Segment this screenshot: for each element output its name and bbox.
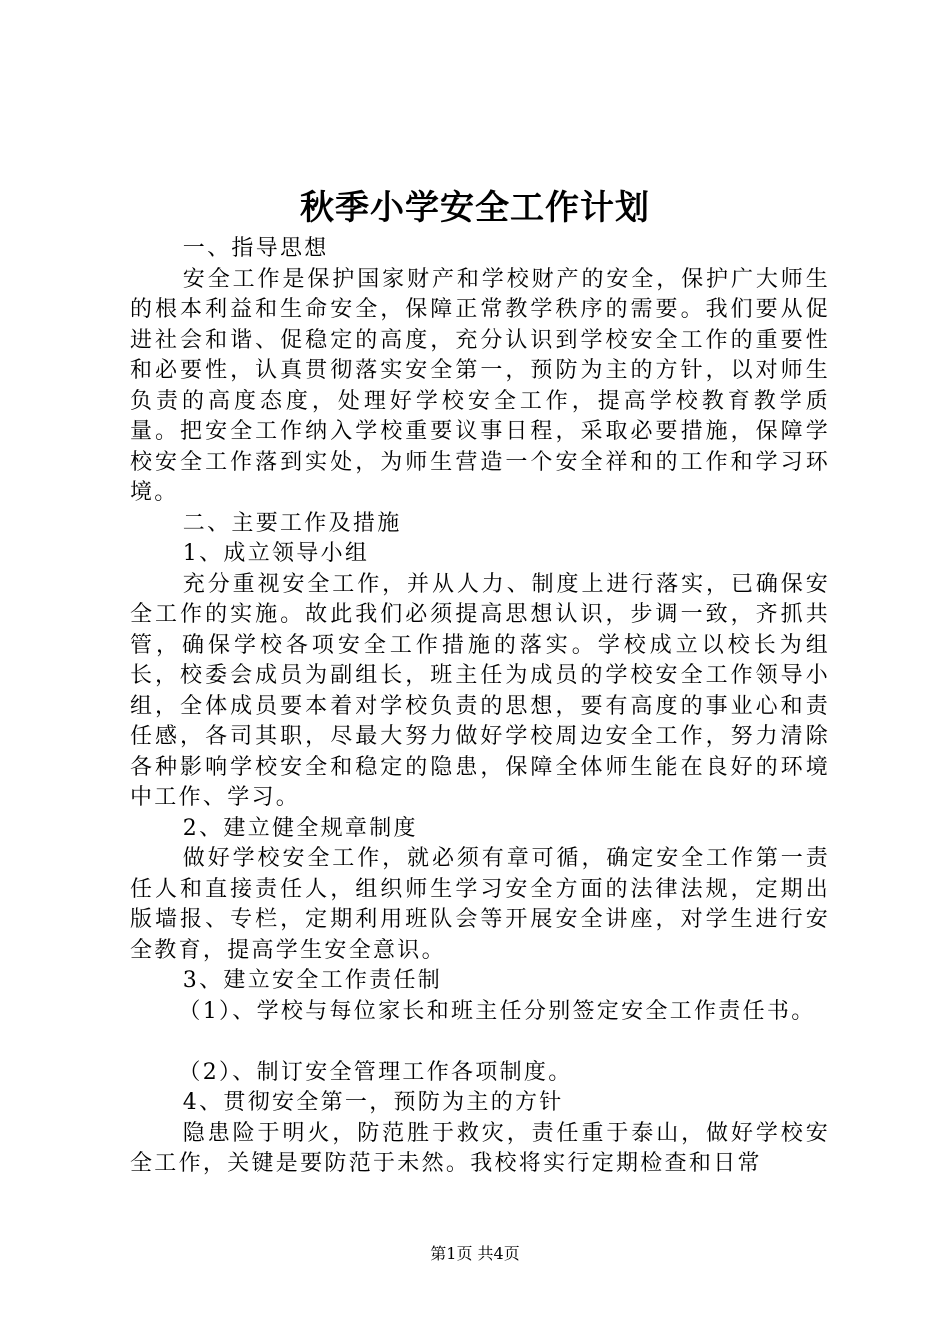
section-heading-guiding-ideology: 一、指导思想 <box>182 236 329 261</box>
subheading-responsibility-system: 3、建立安全工作责任制 <box>182 968 443 993</box>
paragraph-rules-system: 做好学校安全工作，就必须有章可循，确定安全工作第一责任人和直接责任人，组织师生学习安全方面的法律法规，定期出版墙报、专栏，定期利用班队会等开展安全讲座，对学生进行安全教育，提高学生安全意识。 <box>130 846 830 963</box>
list-item-responsibility-2: （2）、制订安全管理工作各项制度。 <box>178 1059 573 1085</box>
paragraph-leadership-group: 充分重视安全工作，并从人力、制度上进行落实，已确保安全工作的实施。故此我们必须提高思想认识，步调一致，齐抓共管，确保学校各项安全工作措施的落实。学校成立以校长为组长，校委会成员为副组长，班主任为成员的学校安全工作领导小组，全体成员要本着对学校负责的思想，要有高度的事业心和责任感，各司其职，尽最大努力做好学校周边安全工作，努力清除各种影响学校安全和稳定的隐患，保障全体师生能在良好的环境中工作、学习。 <box>130 571 830 810</box>
section-heading-main-work: 二、主要工作及措施 <box>182 510 402 536</box>
document-title: 秋季小学安全工作计划 <box>300 188 650 228</box>
page-number-footer: 第1页 共4页 <box>430 1244 520 1263</box>
paragraph-safety-first: 隐患险于明火，防范胜于救灾，责任重于泰山，做好学校安全工作，关键是要防范于未然。我校将实行定期检查和日常 <box>130 1120 830 1176</box>
subheading-rules-system: 2、建立健全规章制度 <box>182 815 418 841</box>
document-body <box>130 234 830 1180</box>
blank-line <box>130 1027 830 1058</box>
subheading-safety-first: 4、贯彻安全第一，预防为主的方针 <box>182 1090 564 1115</box>
list-item-responsibility-1: （1）、学校与每位家长和班主任分别签定安全工作责任书。 <box>178 998 816 1024</box>
paragraph-guiding-ideology: 安全工作是保护国家财产和学校财产的安全，保护广大师生的根本利益和生命安全，保障正常教学秩序的需要。我们要从促进社会和谐、促稳定的高度，充分认识到学校安全工作的重要性和必要性，认真贯彻落实安全第一，预防为主的方针，以对师生负责的高度态度，处理好学校安全工作，提高学校教育教学质量。把安全工作纳入学校重要议事日程，采取必要措施，保障学校安全工作落到实处，为师生营造一个安全祥和的工作和学习环境。 <box>130 266 830 505</box>
subheading-leadership-group: 1、成立领导小组 <box>182 541 370 566</box>
